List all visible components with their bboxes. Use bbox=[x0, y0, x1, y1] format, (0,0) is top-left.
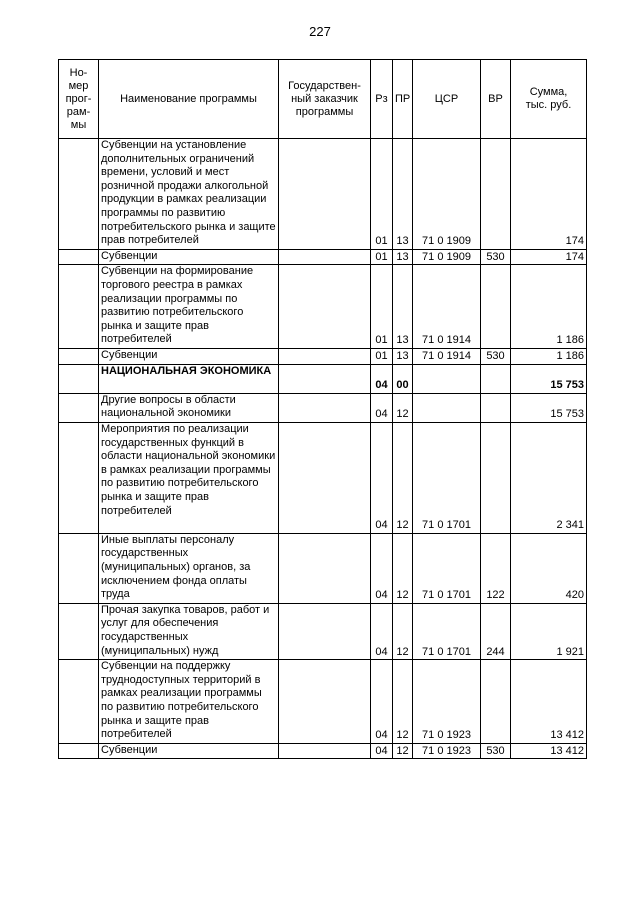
program-number-cell bbox=[59, 265, 99, 349]
rz-cell: 04 bbox=[371, 422, 393, 533]
sum-cell: 174 bbox=[511, 249, 587, 265]
csr-cell: 71 0 1923 bbox=[413, 743, 481, 759]
sum-cell: 2 341 bbox=[511, 422, 587, 533]
rz-cell: 01 bbox=[371, 139, 393, 250]
header-customer: Государствен- ный заказчик программы bbox=[279, 60, 371, 139]
customer-cell bbox=[279, 743, 371, 759]
table-row bbox=[59, 660, 587, 744]
pr-cell: 12 bbox=[393, 603, 413, 659]
rz-cell: 04 bbox=[371, 743, 393, 759]
customer-cell bbox=[279, 533, 371, 603]
customer-cell bbox=[279, 603, 371, 659]
rz-cell: 04 bbox=[371, 603, 393, 659]
pr-cell: 12 bbox=[393, 660, 413, 744]
sum-cell: 1 186 bbox=[511, 348, 587, 364]
csr-cell: 71 0 1914 bbox=[413, 265, 481, 349]
vr-cell: 530 bbox=[481, 348, 511, 364]
sum-cell: 174 bbox=[511, 139, 587, 250]
program-name-cell: Другие вопросы в области национальной экономики bbox=[99, 393, 279, 422]
customer-cell bbox=[279, 249, 371, 265]
program-number-cell bbox=[59, 603, 99, 659]
sum-cell: 420 bbox=[511, 533, 587, 603]
program-name-cell: Субвенции на формирование торгового реестра в рамках реализации программы по развитию потребительского рынка и защите прав потребителей bbox=[99, 265, 279, 349]
program-name-cell: Субвенции bbox=[99, 348, 279, 364]
csr-cell bbox=[413, 393, 481, 422]
rz-cell: 04 bbox=[371, 660, 393, 744]
program-number-cell bbox=[59, 364, 99, 393]
sum-cell: 15 753 bbox=[511, 364, 587, 393]
table-row bbox=[59, 393, 587, 422]
program-name-cell: Субвенции bbox=[99, 743, 279, 759]
vr-cell: 530 bbox=[481, 249, 511, 265]
vr-cell bbox=[481, 139, 511, 250]
vr-cell bbox=[481, 660, 511, 744]
sum-cell: 13 412 bbox=[511, 743, 587, 759]
sum-cell: 15 753 bbox=[511, 393, 587, 422]
vr-cell bbox=[481, 265, 511, 349]
csr-cell: 71 0 1701 bbox=[413, 533, 481, 603]
customer-cell bbox=[279, 393, 371, 422]
page-number: 227 bbox=[309, 24, 331, 39]
table-row bbox=[59, 743, 587, 759]
program-number-cell bbox=[59, 139, 99, 250]
vr-cell: 122 bbox=[481, 533, 511, 603]
csr-cell: 71 0 1909 bbox=[413, 249, 481, 265]
table-body bbox=[59, 139, 587, 759]
csr-cell bbox=[413, 364, 481, 393]
pr-cell: 12 bbox=[393, 422, 413, 533]
sum-cell: 1 186 bbox=[511, 265, 587, 349]
rz-cell: 01 bbox=[371, 348, 393, 364]
table-row bbox=[59, 603, 587, 659]
rz-cell: 04 bbox=[371, 533, 393, 603]
rz-cell: 01 bbox=[371, 265, 393, 349]
program-name-cell: Субвенции на установление дополнительных ограничений времени, условий и мест розничной продажи алкогольной продукции в рамках реализации программы по развитию потребительского рынка и защите прав потребителей bbox=[99, 139, 279, 250]
pr-cell: 00 bbox=[393, 364, 413, 393]
header-pr: ПР bbox=[393, 60, 413, 139]
csr-cell: 71 0 1909 bbox=[413, 139, 481, 250]
pr-cell: 12 bbox=[393, 533, 413, 603]
customer-cell bbox=[279, 660, 371, 744]
program-name-cell: Мероприятия по реализации государственных функций в области национальной экономики в рамках реализации программы по развитию потребительского рынка и защите прав потребителей bbox=[99, 422, 279, 533]
rz-cell: 04 bbox=[371, 364, 393, 393]
program-number-cell bbox=[59, 348, 99, 364]
header-sum: Сумма, тыс. руб. bbox=[511, 60, 587, 139]
header-program-name: Наименование программы bbox=[99, 60, 279, 139]
customer-cell bbox=[279, 265, 371, 349]
csr-cell: 71 0 1701 bbox=[413, 603, 481, 659]
csr-cell: 71 0 1701 bbox=[413, 422, 481, 533]
pr-cell: 13 bbox=[393, 249, 413, 265]
customer-cell bbox=[279, 139, 371, 250]
pr-cell: 13 bbox=[393, 348, 413, 364]
program-number-cell bbox=[59, 393, 99, 422]
program-name-cell: Субвенции bbox=[99, 249, 279, 265]
table-row bbox=[59, 348, 587, 364]
header-csr: ЦСР bbox=[413, 60, 481, 139]
program-number-cell bbox=[59, 660, 99, 744]
program-number-cell bbox=[59, 249, 99, 265]
header-vr: ВР bbox=[481, 60, 511, 139]
budget-table bbox=[58, 59, 587, 759]
csr-cell: 71 0 1923 bbox=[413, 660, 481, 744]
program-name-cell: Прочая закупка товаров, работ и услуг для обеспечения государственных (муниципальных) нужд bbox=[99, 603, 279, 659]
customer-cell bbox=[279, 422, 371, 533]
vr-cell bbox=[481, 422, 511, 533]
table-row bbox=[59, 422, 587, 533]
rz-cell: 04 bbox=[371, 393, 393, 422]
customer-cell bbox=[279, 348, 371, 364]
pr-cell: 12 bbox=[393, 743, 413, 759]
sum-cell: 1 921 bbox=[511, 603, 587, 659]
program-number-cell bbox=[59, 743, 99, 759]
program-name-cell: НАЦИОНАЛЬНАЯ ЭКОНОМИКА bbox=[99, 364, 279, 393]
vr-cell bbox=[481, 393, 511, 422]
vr-cell: 244 bbox=[481, 603, 511, 659]
customer-cell bbox=[279, 364, 371, 393]
table-row bbox=[59, 139, 587, 250]
program-name-cell: Субвенции на поддержку труднодоступных территорий в рамках реализации программы по развитию потребительского рынка и защите прав потребителей bbox=[99, 660, 279, 744]
vr-cell bbox=[481, 364, 511, 393]
table-header-row bbox=[59, 60, 587, 139]
rz-cell: 01 bbox=[371, 249, 393, 265]
pr-cell: 12 bbox=[393, 393, 413, 422]
table-row bbox=[59, 249, 587, 265]
program-name-cell: Иные выплаты персоналу государственных (муниципальных) органов, за исключением фонда оплаты труда bbox=[99, 533, 279, 603]
program-number-cell bbox=[59, 533, 99, 603]
csr-cell: 71 0 1914 bbox=[413, 348, 481, 364]
table-row bbox=[59, 265, 587, 349]
sum-cell: 13 412 bbox=[511, 660, 587, 744]
program-number-cell bbox=[59, 422, 99, 533]
table-row bbox=[59, 533, 587, 603]
table-row bbox=[59, 364, 587, 393]
vr-cell: 530 bbox=[481, 743, 511, 759]
header-rz: Рз bbox=[371, 60, 393, 139]
pr-cell: 13 bbox=[393, 139, 413, 250]
pr-cell: 13 bbox=[393, 265, 413, 349]
header-program-number: Но- мер прог- рам- мы bbox=[59, 60, 99, 139]
